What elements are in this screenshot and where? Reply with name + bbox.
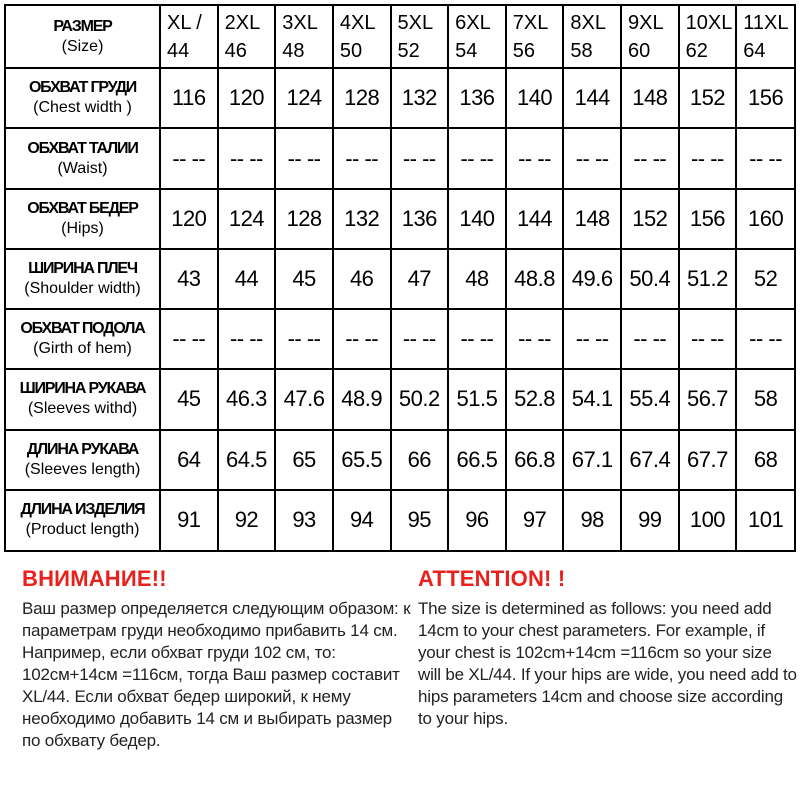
- table-cell: [448, 249, 506, 309]
- cell-value: 65: [292, 446, 316, 472]
- table-cell: [679, 189, 737, 249]
- table-cell: [218, 369, 276, 429]
- cell-value: 128: [286, 205, 322, 231]
- size-number: 60: [628, 39, 651, 62]
- table-cell: [391, 369, 449, 429]
- cell-value: -- --: [402, 326, 436, 352]
- size-header-label: [6, 6, 160, 68]
- cell-value: 156: [689, 205, 726, 231]
- cell-value: -- --: [518, 145, 552, 171]
- cell-value: 140: [459, 205, 495, 231]
- cell-value: 91: [177, 507, 201, 533]
- table-cell: [275, 430, 333, 490]
- table-cell: [333, 68, 391, 128]
- table-cell: [621, 430, 679, 490]
- size-letter: 6XL: [455, 11, 491, 34]
- table-cell: [621, 189, 679, 249]
- table-cell: [275, 189, 333, 249]
- cell-value: 124: [228, 205, 265, 231]
- table-cell: [563, 430, 621, 490]
- cell-value: 52.8: [514, 386, 555, 412]
- row-label: [6, 128, 160, 188]
- cell-value: -- --: [749, 145, 783, 171]
- table-cell: [333, 430, 391, 490]
- table-cell: [448, 128, 506, 188]
- attention-note-ru: [22, 566, 412, 752]
- cell-value: -- --: [575, 145, 609, 171]
- table-row: [6, 430, 794, 490]
- cell-value: -- --: [345, 326, 379, 352]
- cell-value: 67.1: [571, 446, 613, 472]
- size-letter: 5XL: [397, 11, 434, 34]
- table-cell: [621, 249, 679, 309]
- cell-value: 156: [748, 85, 784, 111]
- size-number: 58: [570, 39, 593, 62]
- label-en: (Chest width ): [33, 99, 132, 117]
- table-cell: [506, 68, 564, 128]
- table-cell: [736, 490, 794, 550]
- cell-value: -- --: [633, 326, 667, 352]
- label-en: (Product length): [25, 521, 140, 539]
- table-cell: [160, 309, 218, 369]
- table-row: [6, 309, 794, 369]
- size-number: 64: [743, 39, 766, 62]
- table-cell: [160, 189, 218, 249]
- table-cell: [333, 128, 391, 188]
- cell-value: 116: [172, 85, 206, 111]
- cell-value: 45: [292, 265, 316, 291]
- table-cell: [563, 68, 621, 128]
- table-cell: [563, 189, 621, 249]
- label-ru: ДЛИНА РУКАВА: [26, 440, 139, 458]
- table-cell: [679, 430, 737, 490]
- table-cell: [160, 128, 218, 188]
- cell-value: 93: [292, 507, 316, 533]
- cell-value: 54.1: [571, 386, 613, 412]
- table-cell: [448, 189, 506, 249]
- cell-value: -- --: [287, 145, 321, 171]
- table-cell: [506, 369, 564, 429]
- table-cell: [448, 68, 506, 128]
- cell-value: 160: [748, 205, 784, 231]
- size-header-cell: [448, 6, 506, 68]
- size-number: 44: [167, 39, 190, 62]
- cell-value: 95: [407, 507, 432, 533]
- size-letter: 9XL: [628, 11, 664, 34]
- cell-value: 94: [349, 507, 374, 533]
- cell-value: 50.4: [629, 265, 671, 291]
- size-header-cell: [563, 6, 621, 68]
- label-ru: ОБХВАТ ПОДОЛА: [20, 320, 145, 338]
- cell-value: 46.3: [226, 386, 267, 412]
- cell-value: 66.8: [514, 446, 555, 472]
- table-cell: [160, 68, 218, 128]
- cell-value: 132: [344, 205, 380, 231]
- size-header-cell: [621, 6, 679, 68]
- table-cell: [160, 430, 218, 490]
- table-cell: [679, 128, 737, 188]
- size-letter: 2XL: [224, 11, 261, 34]
- cell-value: 136: [459, 85, 495, 111]
- cell-value: -- --: [229, 326, 263, 352]
- cell-value: 140: [516, 85, 553, 111]
- cell-value: -- --: [690, 326, 724, 352]
- row-label: [6, 490, 160, 550]
- table-cell: [621, 490, 679, 550]
- size-number: 54: [455, 39, 478, 62]
- cell-value: 46: [349, 265, 374, 291]
- label-en: (Size): [61, 37, 104, 55]
- table-row: [6, 490, 794, 550]
- cell-value: -- --: [172, 145, 206, 171]
- table-cell: [736, 309, 794, 369]
- table-cell: [736, 128, 794, 188]
- cell-value: 51.5: [456, 386, 498, 412]
- cell-value: -- --: [518, 326, 552, 352]
- cell-value: -- --: [633, 145, 667, 171]
- cell-value: 132: [401, 85, 437, 111]
- attention-title-en: ATTENTION! !: [418, 566, 566, 591]
- table-cell: [275, 128, 333, 188]
- table-cell: [391, 68, 449, 128]
- cell-value: -- --: [345, 145, 379, 171]
- cell-value: 97: [522, 507, 547, 533]
- row-label: [6, 369, 160, 429]
- size-header-cell: [506, 6, 564, 68]
- table-cell: [333, 309, 391, 369]
- cell-value: 96: [465, 507, 489, 533]
- cell-value: -- --: [690, 145, 724, 171]
- table-cell: [506, 189, 564, 249]
- table-cell: [679, 309, 737, 369]
- cell-value: 58: [753, 386, 778, 412]
- cell-value: 120: [228, 85, 265, 111]
- size-number: 50: [339, 39, 363, 62]
- cell-value: 99: [638, 507, 662, 533]
- table-cell: [218, 189, 276, 249]
- cell-value: 148: [632, 85, 668, 111]
- cell-value: 44: [234, 265, 259, 291]
- table-cell: [160, 490, 218, 550]
- cell-value: -- --: [575, 326, 609, 352]
- table-row: [6, 189, 794, 249]
- size-header-cell: [333, 6, 391, 68]
- cell-value: 64: [177, 446, 201, 472]
- cell-value: 124: [286, 85, 322, 111]
- table-row: [6, 369, 794, 429]
- cell-value: -- --: [172, 326, 206, 352]
- table-cell: [679, 369, 737, 429]
- table-cell: [448, 430, 506, 490]
- cell-value: 51.2: [687, 265, 728, 291]
- table-cell: [218, 249, 276, 309]
- table-cell: [736, 189, 794, 249]
- cell-value: -- --: [402, 145, 436, 171]
- cell-value: 49.6: [571, 265, 613, 291]
- table-cell: [563, 128, 621, 188]
- table-cell: [160, 249, 218, 309]
- table-cell: [218, 309, 276, 369]
- table-cell: [736, 249, 794, 309]
- cell-value: 48: [465, 265, 489, 291]
- table-cell: [275, 68, 333, 128]
- table-cell: [506, 249, 564, 309]
- table-cell: [391, 430, 449, 490]
- size-table: [6, 6, 794, 550]
- table-cell: [679, 249, 737, 309]
- cell-value: 64.5: [226, 446, 267, 472]
- cell-value: 128: [344, 85, 380, 111]
- table-cell: [506, 490, 564, 550]
- cell-value: 65.5: [341, 446, 383, 472]
- cell-value: 68: [753, 446, 778, 472]
- table-cell: [333, 490, 391, 550]
- label-en: (Waist): [57, 159, 108, 177]
- table-cell: [391, 249, 449, 309]
- cell-value: 43: [177, 265, 201, 291]
- table-cell: [275, 309, 333, 369]
- table-cell: [448, 369, 506, 429]
- row-label: [6, 68, 160, 128]
- size-letter: 3XL: [282, 11, 318, 34]
- row-label: [6, 249, 160, 309]
- cell-value: -- --: [229, 145, 263, 171]
- cell-value: 47: [407, 265, 432, 291]
- table-cell: [275, 490, 333, 550]
- size-number: 62: [685, 39, 708, 62]
- cell-value: -- --: [460, 145, 494, 171]
- table-cell: [333, 249, 391, 309]
- size-letter: 7XL: [512, 11, 549, 34]
- attention-title-ru: ВНИМАНИЕ!!: [22, 566, 167, 591]
- size-number: 56: [512, 39, 535, 62]
- size-header-cell: [679, 6, 737, 68]
- size-letter: 4XL: [339, 11, 376, 34]
- cell-value: 120: [171, 205, 207, 231]
- cell-value: 67.4: [629, 446, 671, 472]
- label-ru: ШИРИНА ПЛЕЧ: [28, 259, 137, 277]
- size-letter: 10XL: [685, 11, 733, 34]
- cell-value: 100: [689, 507, 726, 533]
- cell-value: 66: [407, 446, 432, 472]
- table-cell: [621, 369, 679, 429]
- cell-value: 67.7: [687, 446, 728, 472]
- table-cell: [218, 128, 276, 188]
- size-header-cell: [391, 6, 449, 68]
- size-header-cell: [160, 6, 218, 68]
- cell-value: -- --: [287, 326, 321, 352]
- cell-value: 144: [516, 205, 553, 231]
- attention-note-en: [418, 566, 798, 730]
- label-ru: ОБХВАТ ТАЛИИ: [27, 139, 138, 157]
- table-cell: [621, 128, 679, 188]
- size-letter: XL /: [167, 11, 202, 34]
- cell-value: 56.7: [687, 386, 728, 412]
- cell-value: 152: [689, 85, 726, 111]
- table-cell: [563, 249, 621, 309]
- label-ru: ШИРИНА РУКАВА: [19, 380, 146, 398]
- size-number: 52: [397, 39, 420, 62]
- row-label: [6, 189, 160, 249]
- label-ru: ДЛИНА ИЗДЕЛИЯ: [20, 501, 145, 519]
- table-cell: [391, 128, 449, 188]
- table-cell: [218, 430, 276, 490]
- label-ru: РАЗМЕР: [53, 17, 112, 35]
- cell-value: 152: [632, 205, 668, 231]
- table-cell: [391, 490, 449, 550]
- attention-body-ru: Ваш размер определяется следующим образом: к параметрам груди необходимо прибавить 14 см. Например, если обхват груди 102 см, то: 102см+14см =116см, тогда Ваш размер составит XL/44. Если обхват бедер широкий, к нему необходимо добавить 14 см и выбирать размер по обхвату бедер.: [22, 599, 411, 750]
- attention-body-en: The size is determined as follows: you need add 14cm to your chest parameters. For example, if your chest is 102cm+14cm =116cm so your size will be XL/44. If your hips are wide, you need add to hips parameters 14cm and choose size according to your hips.: [418, 599, 797, 728]
- table-cell: [391, 309, 449, 369]
- table-cell: [736, 430, 794, 490]
- table-cell: [506, 430, 564, 490]
- cell-value: 47.6: [283, 386, 325, 412]
- size-header-row: [6, 6, 794, 68]
- label-en: (Shoulder width): [24, 279, 141, 297]
- table-row: [6, 128, 794, 188]
- size-chart: [4, 4, 796, 552]
- table-cell: [736, 68, 794, 128]
- label-en: (Girth of hem): [33, 340, 132, 358]
- size-number: 46: [224, 39, 247, 62]
- table-cell: [218, 68, 276, 128]
- table-cell: [506, 309, 564, 369]
- table-cell: [160, 369, 218, 429]
- table-cell: [679, 490, 737, 550]
- cell-value: 52: [753, 265, 778, 291]
- table-cell: [275, 249, 333, 309]
- label-ru: ОБХВАТ БЕДЕР: [27, 199, 138, 217]
- label-en: (Hips): [61, 219, 104, 237]
- label-ru: ОБХВАТ ГРУДИ: [28, 79, 137, 97]
- table-row: [6, 68, 794, 128]
- size-number: 48: [282, 39, 305, 62]
- size-letter: 11XL: [743, 11, 789, 34]
- cell-value: 101: [748, 507, 784, 533]
- cell-value: 144: [574, 85, 610, 111]
- size-header-cell: [736, 6, 794, 68]
- table-cell: [391, 189, 449, 249]
- label-en: (Sleeves length): [24, 460, 141, 478]
- table-cell: [218, 490, 276, 550]
- table-cell: [333, 369, 391, 429]
- cell-value: 48.8: [514, 265, 555, 291]
- cell-value: 66.5: [456, 446, 498, 472]
- cell-value: 148: [574, 205, 610, 231]
- cell-value: 55.4: [629, 386, 671, 412]
- row-label: [6, 430, 160, 490]
- size-header-cell: [275, 6, 333, 68]
- table-cell: [563, 369, 621, 429]
- cell-value: 45: [177, 386, 201, 412]
- size-header-cell: [218, 6, 276, 68]
- cell-value: 136: [401, 205, 437, 231]
- table-cell: [621, 309, 679, 369]
- table-cell: [563, 490, 621, 550]
- cell-value: -- --: [460, 326, 494, 352]
- cell-value: 50.2: [398, 386, 440, 412]
- cell-value: -- --: [749, 326, 783, 352]
- row-label: [6, 309, 160, 369]
- size-letter: 8XL: [570, 11, 606, 34]
- table-cell: [621, 68, 679, 128]
- table-cell: [679, 68, 737, 128]
- table-cell: [275, 369, 333, 429]
- table-cell: [506, 128, 564, 188]
- table-cell: [448, 309, 506, 369]
- table-cell: [563, 309, 621, 369]
- cell-value: 98: [580, 507, 604, 533]
- cell-value: 92: [234, 507, 259, 533]
- label-en: (Sleeves withd): [27, 400, 138, 418]
- cell-value: 48.9: [341, 386, 383, 412]
- table-cell: [448, 490, 506, 550]
- table-cell: [736, 369, 794, 429]
- table-row: [6, 249, 794, 309]
- table-cell: [333, 189, 391, 249]
